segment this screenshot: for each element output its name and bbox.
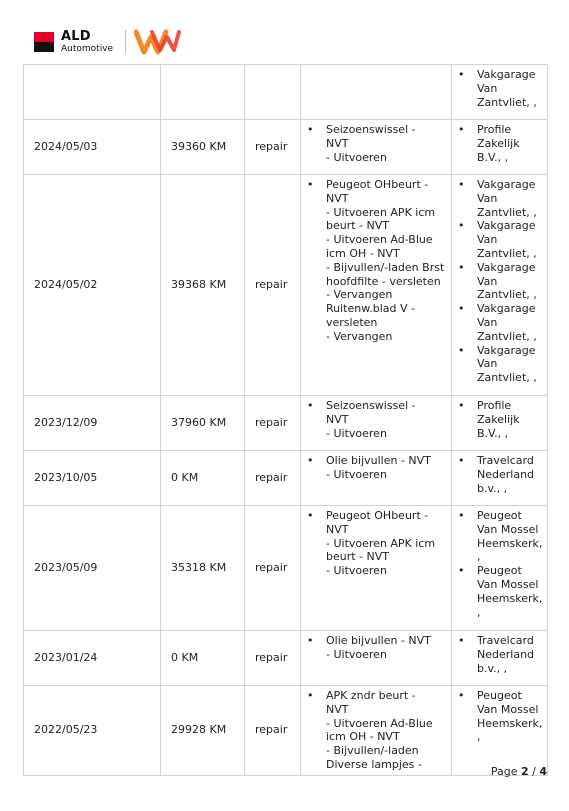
garages-cell [452, 506, 548, 631]
tasks-cell [301, 686, 452, 776]
km-cell: 39360 KM [161, 120, 245, 175]
garages-cell [452, 631, 548, 686]
type-cell [245, 65, 301, 120]
km-cell: 0 KM [161, 631, 245, 686]
garages-cell [452, 175, 548, 396]
garage-item: • Peugeot Van Mossel Heemskerk, , [457, 509, 543, 564]
garage-item: • Vakgarage Van Zantvliet, , [457, 344, 543, 385]
tasks-cell [301, 175, 452, 396]
brand-sub: Automotive [61, 44, 114, 54]
date-cell: 2022/05/23 [24, 686, 161, 776]
garages-cell [452, 686, 548, 776]
type-cell: repair [245, 451, 301, 506]
tasks-cell [301, 65, 452, 120]
task-item: • Peugeot OHbeurt - NVT - Uitvoeren APK icm beurt - NVT - Uitvoeren Ad-Blue icm OH - NVT - Bijvullen/-laden Brst hoofdfilte - versleten - Vervangen Ruitenw.blad V - versleten - Vervangen [306, 178, 447, 344]
table-row [24, 120, 548, 175]
table-row [24, 175, 548, 396]
date-cell: 2023/10/05 [24, 451, 161, 506]
table-row [24, 631, 548, 686]
km-cell: 35318 KM [161, 506, 245, 631]
date-cell: 2024/05/03 [24, 120, 161, 175]
table-row [24, 396, 548, 451]
table-row [24, 686, 548, 776]
page-total: 4 [539, 765, 547, 778]
km-cell [161, 65, 245, 120]
table-row [24, 65, 548, 120]
type-cell: repair [245, 175, 301, 396]
date-cell: 2023/05/09 [24, 506, 161, 631]
date-cell: 2024/05/02 [24, 175, 161, 396]
garage-item: • Vakgarage Van Zantvliet, , [457, 68, 543, 109]
garage-item: • Travelcard Nederland b.v., , [457, 454, 543, 495]
page-indicator [491, 765, 547, 778]
tasks-cell [301, 396, 452, 451]
brand-square-icon [34, 32, 54, 52]
type-cell: repair [245, 686, 301, 776]
km-cell: 37960 KM [161, 396, 245, 451]
garage-item: • Profile Zakelijk B.V., , [457, 399, 543, 440]
task-item: • APK zndr beurt - NVT - Uitvoeren Ad-Blue icm OH - NVT - Bijvullen/-laden Diverse lampjes - [306, 689, 447, 772]
garages-cell [452, 65, 548, 120]
task-item: • Olie bijvullen - NVT - Uitvoeren [306, 634, 447, 662]
w-logo-icon [134, 28, 182, 56]
km-cell: 29928 KM [161, 686, 245, 776]
garage-item: • Travelcard Nederland b.v., , [457, 634, 543, 675]
km-cell: 39368 KM [161, 175, 245, 396]
garage-item: • Vakgarage Van Zantvliet, , [457, 261, 543, 302]
task-item: • Seizoenswissel - NVT - Uitvoeren [306, 123, 447, 164]
date-cell: 2023/01/24 [24, 631, 161, 686]
tasks-cell [301, 631, 452, 686]
tasks-cell [301, 451, 452, 506]
page-label: Page [490, 765, 518, 778]
garage-item: • Peugeot Van Mossel Heemskerk, , [457, 689, 543, 744]
type-cell: repair [245, 396, 301, 451]
brand-name: ALD [61, 29, 91, 44]
page-separator: / [532, 765, 536, 778]
page-number: 2 [520, 765, 529, 778]
maintenance-table [23, 64, 547, 776]
garage-item: • Vakgarage Van Zantvliet, , [457, 219, 543, 260]
date-cell: 2023/12/09 [24, 396, 161, 451]
tasks-cell [301, 506, 452, 631]
garages-cell [452, 120, 548, 175]
garage-item: • Profile Zakelijk B.V., , [457, 123, 543, 164]
type-cell: repair [245, 506, 301, 631]
date-cell [24, 65, 161, 120]
table-row [24, 451, 548, 506]
garage-item: • Vakgarage Van Zantvliet, , [457, 302, 543, 343]
task-item: • Olie bijvullen - NVT - Uitvoeren [306, 454, 447, 482]
garages-cell [452, 451, 548, 506]
task-item: • Seizoenswissel - NVT - Uitvoeren [306, 399, 447, 440]
table-row [24, 506, 548, 631]
header-separator [125, 30, 126, 54]
task-item: • Peugeot OHbeurt - NVT - Uitvoeren APK icm beurt - NVT - Uitvoeren [306, 509, 447, 578]
type-cell: repair [245, 120, 301, 175]
garage-item: • Peugeot Van Mossel Heemskerk, , [457, 564, 543, 619]
garages-cell [452, 396, 548, 451]
garage-item: • Vakgarage Van Zantvliet, , [457, 178, 543, 219]
type-cell: repair [245, 631, 301, 686]
km-cell: 0 KM [161, 451, 245, 506]
header [34, 28, 234, 58]
tasks-cell [301, 120, 452, 175]
